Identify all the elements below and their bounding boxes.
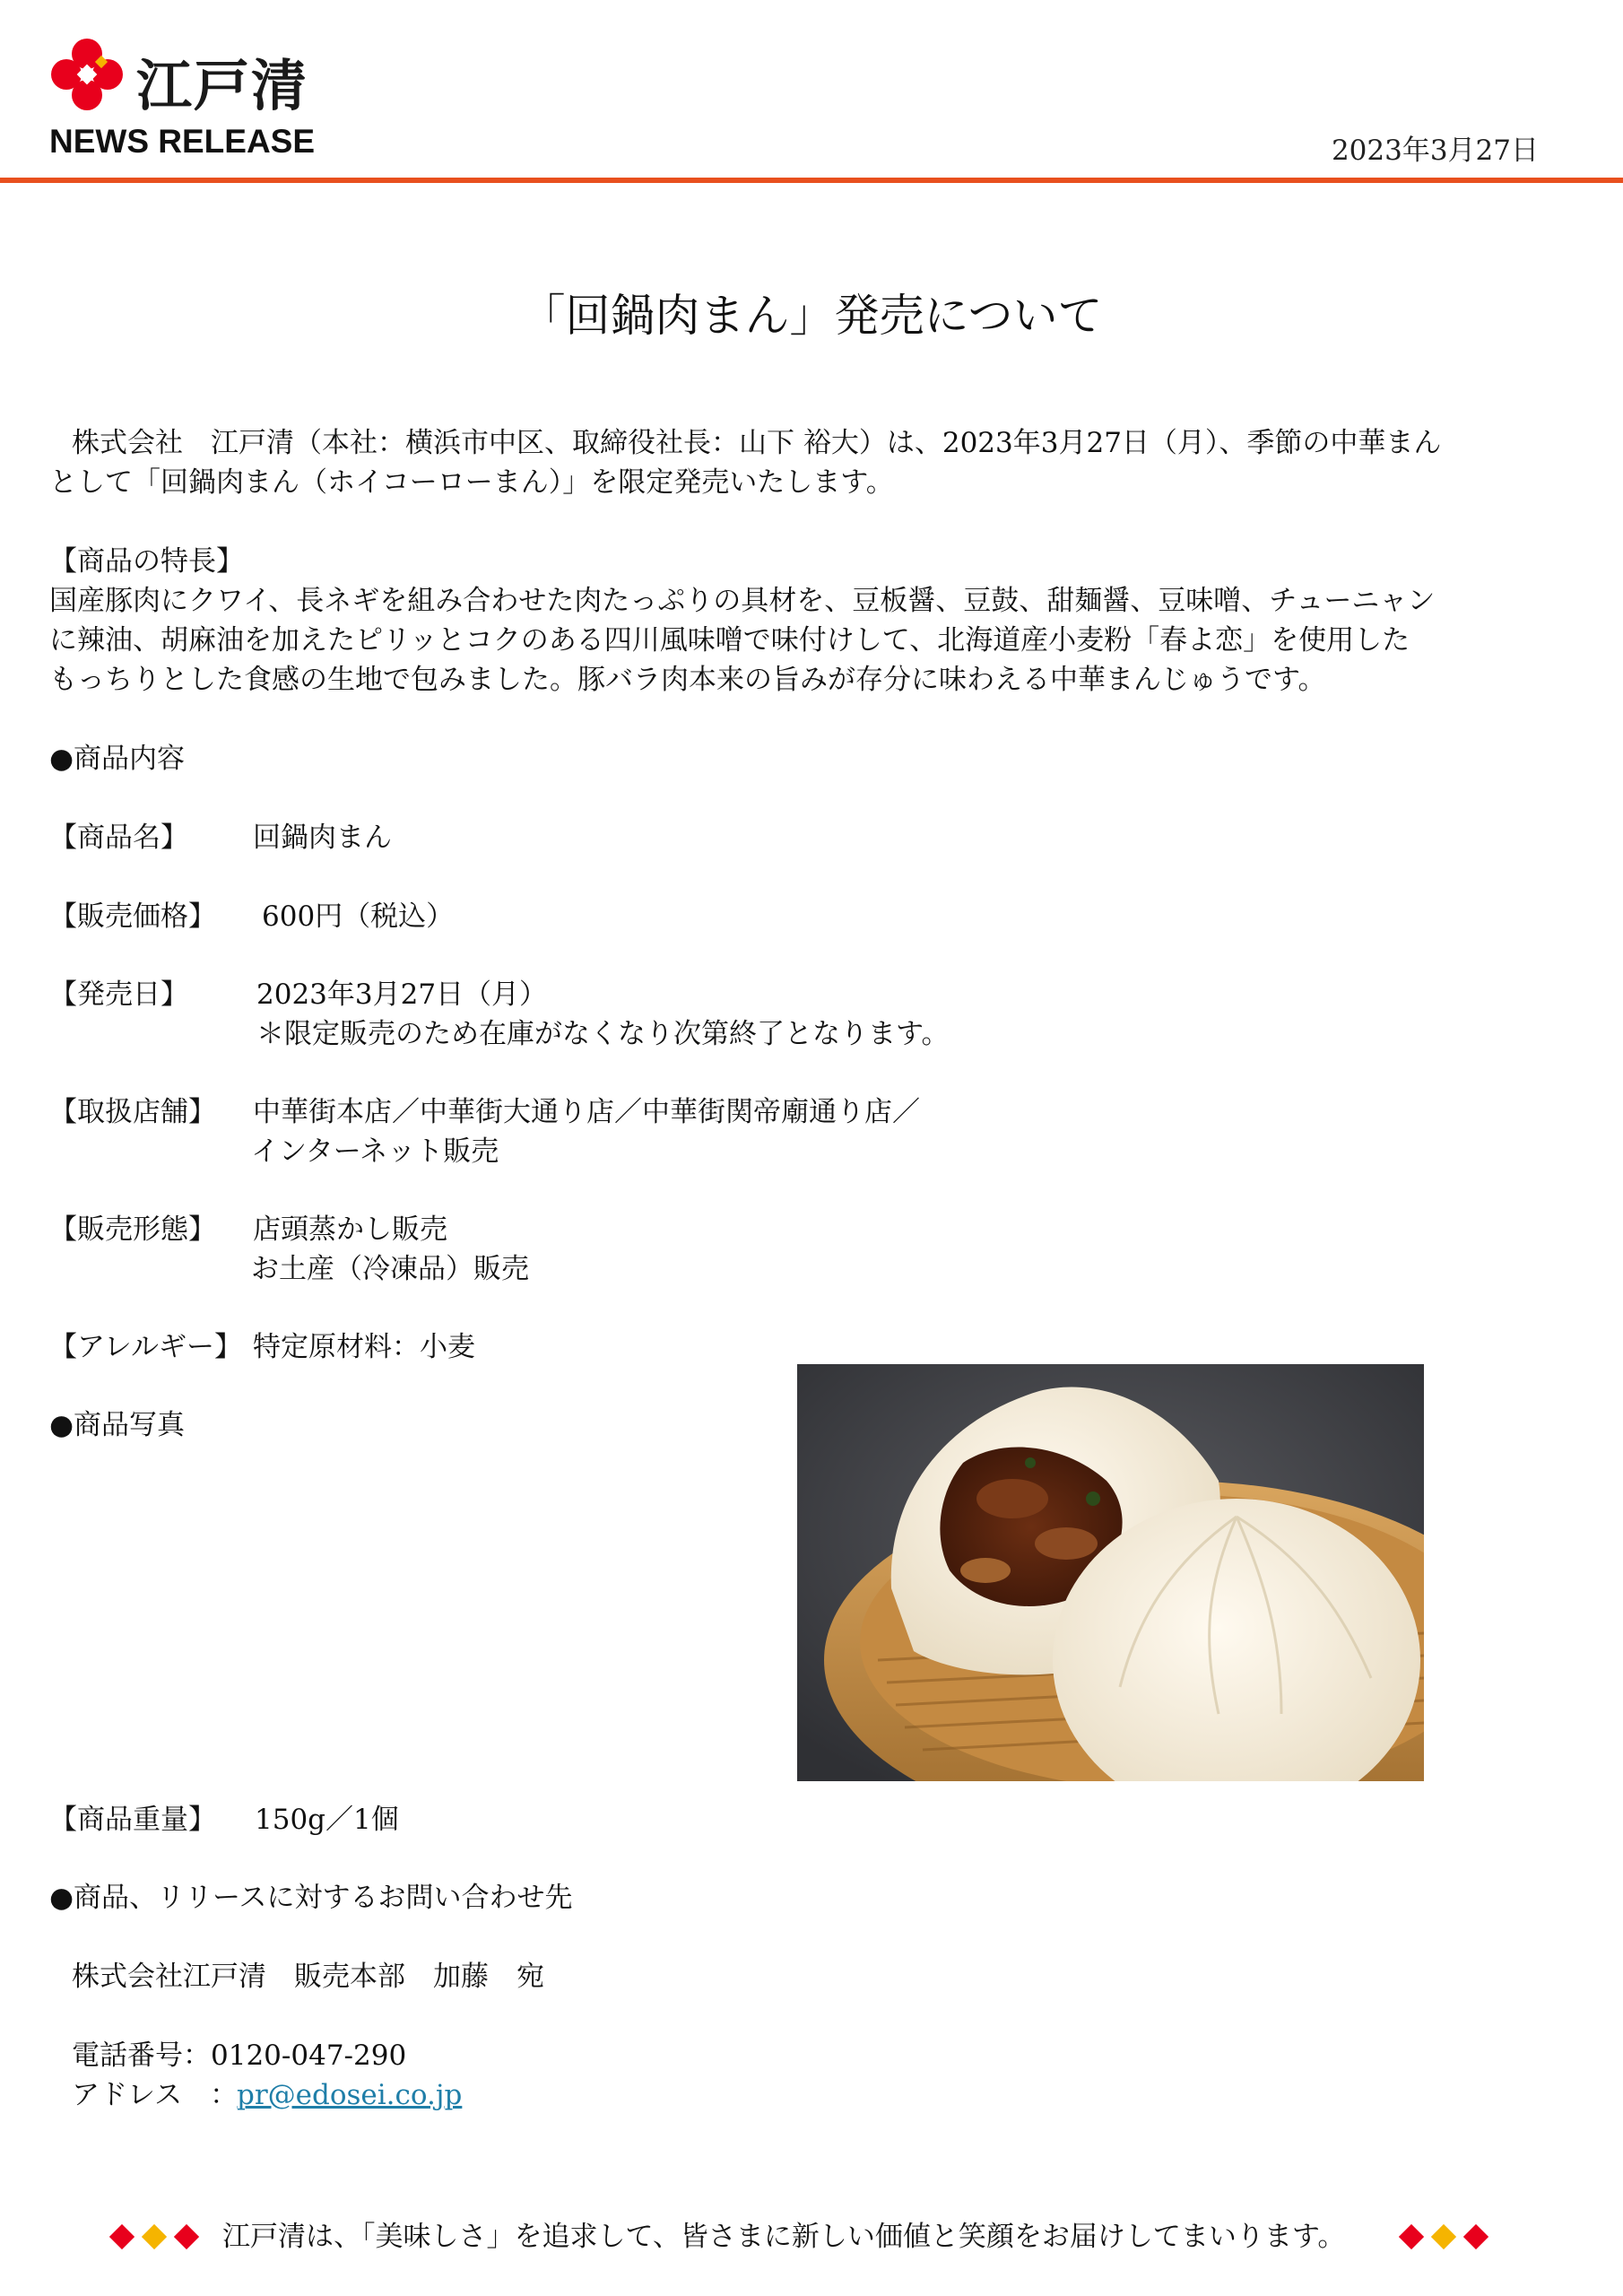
- footer: [0, 2219, 1623, 2255]
- weight-label: 【商品重量】: [49, 1804, 216, 1836]
- diamond-icon: [1399, 2224, 1424, 2249]
- stores-line-2: インターネット販売: [251, 1135, 499, 1168]
- contact-address-label: アドレス ：: [72, 2079, 239, 2111]
- intro-line-2: として「回鍋肉まん（ホイコーローまん）」を限定発売いたします。: [49, 466, 894, 499]
- diamond-icon: [109, 2224, 135, 2249]
- header-divider: [0, 178, 1623, 183]
- product-name-label: 【商品名】: [49, 822, 188, 854]
- photo-heading: ●商品写真: [49, 1409, 186, 1441]
- page-title: 「回鍋肉まん」発売について: [520, 290, 1103, 342]
- intro-line-1: 株式会社 江戸清（本社：横浜市中区、取締役社長：山下 裕大）は、2023年3月27日（月）、季節の中華まん: [72, 427, 1442, 459]
- release-label: 【発売日】: [49, 978, 188, 1011]
- release-note: ＊限定販売のため在庫がなくなり次第終了となります。: [256, 1018, 950, 1050]
- product-name-value: 回鍋肉まん: [253, 822, 392, 854]
- logo-mark-icon: [47, 34, 127, 115]
- brand-name: 江戸清: [136, 53, 309, 118]
- features-line-2: に辣油、胡麻油を加えたピリッとコクのある四川風味噌で味付けして、北海道産小麦粉「春よ恋」を使用した: [49, 624, 1410, 657]
- header: [0, 0, 1623, 188]
- footer-slogan: 江戸清は、「美味しさ」を追求して、皆さまに新しい価値と笑顔をお届けしてまいります。: [222, 2221, 1346, 2253]
- price-label: 【販売価格】: [49, 900, 216, 933]
- diamond-icon: [1463, 2224, 1488, 2249]
- product-photo: [797, 1364, 1424, 1781]
- release-value: 2023年3月27日（月）: [256, 978, 548, 1011]
- sales-form-label: 【販売形態】: [49, 1213, 216, 1246]
- diamond-icon: [142, 2224, 167, 2249]
- features-line-3: もっちりとした食感の生地で包みました。豚バラ肉本来の旨みが存分に味わえる中華まんじゅうです。: [49, 664, 1326, 696]
- news-release-label: NEWS RELEASE: [49, 123, 316, 160]
- features-heading: 【商品の特長】: [49, 545, 244, 578]
- release-date: 2023年3月27日: [1331, 135, 1539, 167]
- diamond-icon: [1431, 2224, 1456, 2249]
- company-logo: [47, 34, 309, 118]
- weight-value: 150g／1個: [255, 1804, 399, 1836]
- contact-heading: ●商品、リリースに対するお問い合わせ先: [49, 1882, 573, 1914]
- allergy-label: 【アレルギー】: [49, 1331, 242, 1363]
- stores-line-1: 中華街本店／中華街大通り店／中華街関帝廟通り店／: [253, 1096, 920, 1128]
- stores-label: 【取扱店舗】: [49, 1096, 216, 1128]
- contact-phone: 電話番号：0120-047-290: [72, 2039, 407, 2072]
- diamond-icon: [174, 2224, 199, 2249]
- contact-person: 株式会社江戸清 販売本部 加藤 宛: [72, 1961, 544, 1993]
- contents-heading: ●商品内容: [49, 743, 186, 775]
- sales-form-line-1: 店頭蒸かし販売: [253, 1213, 447, 1246]
- price-value: 600円（税込）: [262, 900, 455, 933]
- features-line-1: 国産豚肉にクワイ、長ネギを組み合わせた肉たっぷりの具材を、豆板醤、豆鼓、甜麺醤、豆味噌、チューニャン: [49, 585, 1436, 617]
- sales-form-line-2: お土産（冷凍品）販売: [251, 1253, 529, 1285]
- contact-email-link[interactable]: pr@edosei.co.jp: [237, 2079, 463, 2111]
- allergy-value: 特定原材料：小麦: [253, 1331, 475, 1363]
